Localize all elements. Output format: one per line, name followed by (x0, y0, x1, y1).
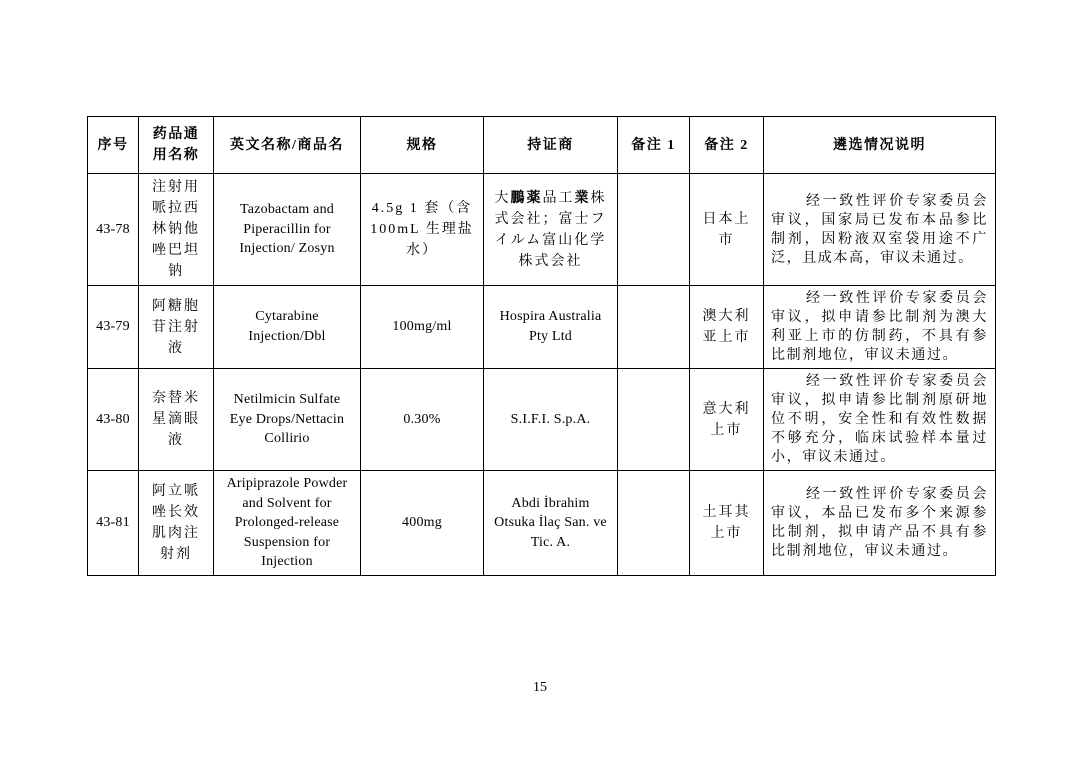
header-note2: 备注 2 (690, 117, 764, 174)
cell-english-name: Aripiprazole Powder and Solvent for Prolonged-release Suspension for Injection (214, 471, 361, 576)
cell-english-name: Netilmicin Sulfate Eye Drops/Nettacin Collirio (214, 369, 361, 471)
cell-note2: 澳大利亚上市 (690, 286, 764, 369)
cell-explanation (764, 369, 996, 471)
cell-holder: S.I.F.I. S.p.A. (484, 369, 618, 471)
header-note1: 备注 1 (618, 117, 690, 174)
cell-holder: Hospira Australia Pty Ltd (484, 286, 618, 369)
cell-english-name: Cytarabine Injection/Dbl (214, 286, 361, 369)
explanation-text: 经一致性评价专家委员会审议，拟申请参比制剂原研地位不明，安全性和有效性数据不够充分，临床试验样本量过小，审议未通过。 (771, 374, 988, 465)
cell-english-name: Tazobactam and Piperacillin for Injection/ Zosyn (214, 174, 361, 286)
header-spec: 规格 (361, 117, 484, 174)
cell-generic-name: 阿糖胞苷注射液 (139, 286, 214, 369)
cell-explanation (764, 286, 996, 369)
cell-generic-name: 注射用哌拉西林钠他唑巴坦钠 (139, 174, 214, 286)
header-explanation: 遴选情况说明 (764, 117, 996, 174)
cell-note1 (618, 174, 690, 286)
cell-note2: 土耳其上市 (690, 471, 764, 576)
header-english-name: 英文名称/商品名 (214, 117, 361, 174)
explanation-text: 经一致性评价专家委员会审议，本品已发布多个来源参比制剂，拟申请产品不具有参比制剂地位，审议未通过。 (771, 486, 988, 559)
explanation-text: 经一致性评价专家委员会审议，国家局已发布本品参比制剂，因粉液双室袋用途不广泛，且成本高，审议未通过。 (771, 193, 988, 266)
cell-explanation (764, 174, 996, 286)
table-row (88, 174, 996, 286)
cell-generic-name: 奈替米星滴眼液 (139, 369, 214, 471)
cell-spec: 100mg/ml (361, 286, 484, 369)
table-row (88, 286, 996, 369)
header-generic-name: 药品通用名称 (139, 117, 214, 174)
table-row (88, 471, 996, 576)
cell-spec: 4.5g 1 套（含 100mL 生理盐水） (361, 174, 484, 286)
cell-spec: 0.30% (361, 369, 484, 471)
table-header-row (88, 117, 996, 174)
cell-serial: 43-79 (88, 286, 139, 369)
cell-serial: 43-80 (88, 369, 139, 471)
cell-note2: 日本上市 (690, 174, 764, 286)
cell-explanation (764, 471, 996, 576)
table-row (88, 369, 996, 471)
explanation-text: 经一致性评价专家委员会审议，拟申请参比制剂为澳大利亚上市的仿制药，不具有参比制剂地位，审议未通过。 (771, 291, 988, 363)
cell-note1 (618, 369, 690, 471)
cell-note1 (618, 471, 690, 576)
drug-review-table (87, 116, 996, 576)
cell-note1 (618, 286, 690, 369)
page-number: 15 (533, 680, 547, 695)
cell-serial: 43-81 (88, 471, 139, 576)
cell-generic-name: 阿立哌唑长效肌肉注射剂 (139, 471, 214, 576)
header-serial: 序号 (88, 117, 139, 174)
cell-holder: 大鵬薬品工業株式会社；富士フイルム富山化学株式会社 (484, 174, 618, 286)
cell-spec: 400mg (361, 471, 484, 576)
cell-serial: 43-78 (88, 174, 139, 286)
cell-holder: Abdi İbrahim Otsuka İlaç San. ve Tic. A. (484, 471, 618, 576)
header-holder: 持证商 (484, 117, 618, 174)
cell-note2: 意大利上市 (690, 369, 764, 471)
